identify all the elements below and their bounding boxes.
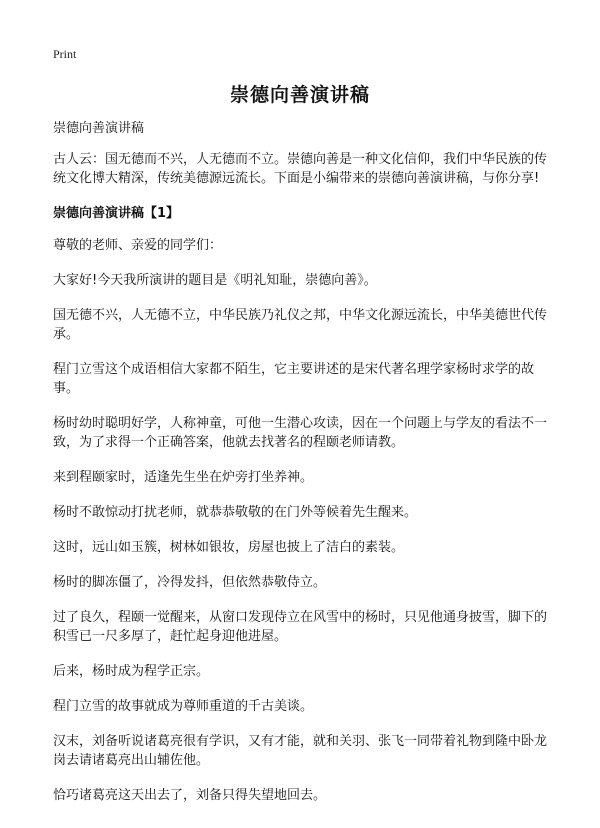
article-body	[53, 119, 553, 821]
body-paragraph: 杨时幼时聪明好学，人称神童，可他一生潜心攻读，因在一个问题上与学友的看法不一致，为了求得一个正确答案，他就去找著名的程颐老师请教。	[53, 416, 548, 450]
page-title: 崇德向善演讲稿	[229, 84, 370, 106]
print-link[interactable]: Print	[53, 47, 77, 61]
body-paragraph: 后来，杨时成为程学正宗。	[53, 664, 210, 679]
body-paragraph: 杨时不敢惊动打扰老师，就恭恭敬敬的在门外等候着先生醒来。	[53, 505, 418, 520]
article-subtitle: 崇德向善演讲稿	[53, 121, 145, 136]
body-paragraph: 程门立雪这个成语相信大家都不陌生，它主要讲述的是宋代著名理学家杨时求学的故事。	[53, 362, 535, 396]
body-paragraph: 汉末，刘备听说诸葛亮很有学识，又有才能，就和关羽、张飞一同带着礼物到隆中卧龙岗去请诸葛亮出山辅佐他。	[53, 734, 548, 768]
body-paragraph: 大家好!今天我所演讲的题目是《明礼知耻，崇德向善》。	[53, 273, 377, 288]
section-heading: 崇德向善演讲稿【1】	[53, 206, 180, 221]
body-paragraph: 这时，远山如玉簇，树林如银妆，房屋也披上了洁白的素装。	[53, 540, 405, 555]
body-paragraph: 程门立雪的故事就成为尊师重道的千古美谈。	[53, 699, 314, 714]
body-paragraph: 来到程颐家时，适逢先生坐在炉旁打坐养神。	[53, 470, 314, 485]
body-paragraph: 国无德不兴，人无德不立，中华民族乃礼仪之邦，中华文化源远流长，中华美德世代传承。	[53, 308, 548, 342]
body-paragraph: 过了良久，程颐一觉醒来，从窗口发现侍立在风雪中的杨时，只见他通身披雪，脚下的积雪已一尺多厚了，赶忙起身迎他进屋。	[53, 610, 548, 644]
body-paragraph: 尊敬的老师、亲爱的同学们：	[53, 238, 223, 253]
intro-paragraph: 古人云：国无德而不兴，人无德而不立。崇德向善是一种文化信仰，我们中华民族的传统文化博大精深，传统美德源远流长。下面是小编带来的崇德向善演讲稿，与你分享!	[53, 152, 548, 186]
body-paragraph: 杨时的脚冻僵了，冷得发抖，但依然恭敬侍立。	[53, 575, 327, 590]
body-paragraph: 恰巧诸葛亮这天出去了，刘备只得失望地回去。	[53, 788, 327, 803]
